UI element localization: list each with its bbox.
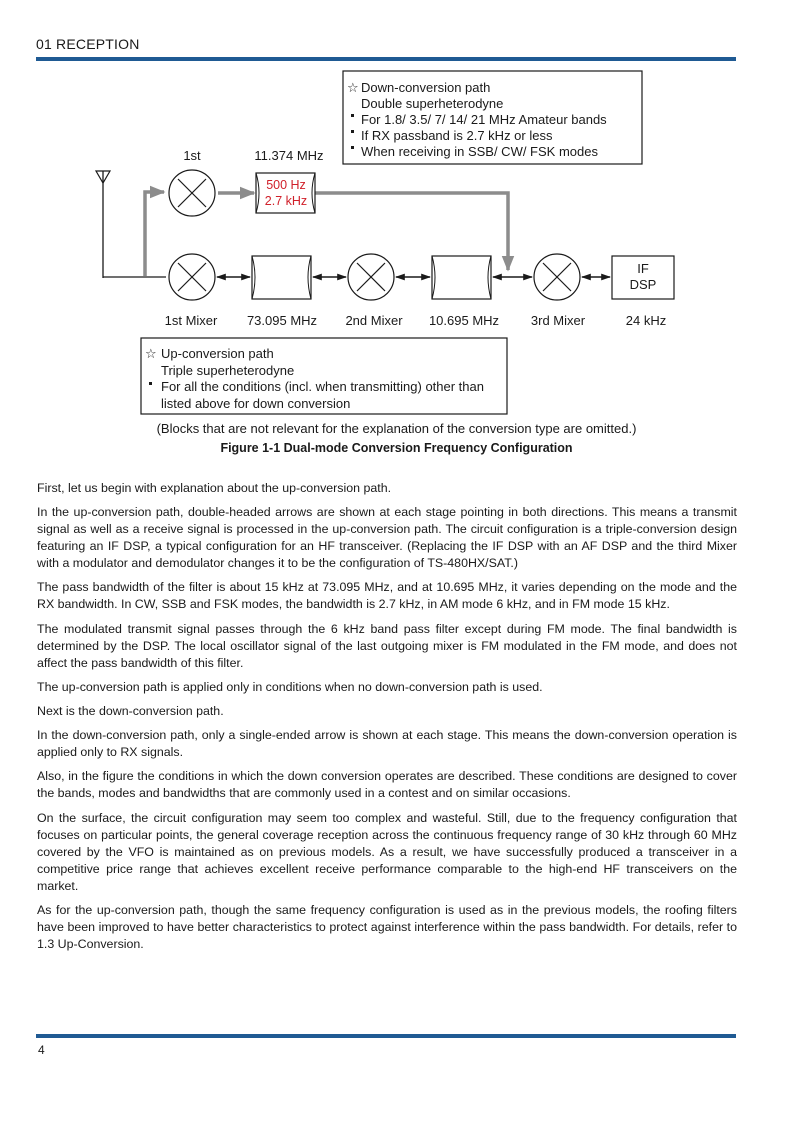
freq-10mhz-label: 10.695 MHz [428,313,500,328]
third-mixer-label: 3rd Mixer [530,313,586,328]
if-dsp-label-2: DSP [629,277,657,292]
second-mixer-label: 2nd Mixer [345,313,403,328]
section-title: 01 RECEPTION [36,36,140,52]
filter-73mhz-block [252,256,311,299]
paragraph: The modulated transmit signal passes through the 6 kHz band pass filter except during FM mode. The final bandwidth is determined by the DSP. The local oscillator signal of the last outgoing mixer is FM modulated in the FM mode, and does not affect the pass bandwidth of this filter. [37,621,737,670]
third-mixer-icon [534,254,580,300]
down-first-mixer-icon [169,170,215,216]
conversion-block-diagram [0,0,793,420]
bullet-icon [351,114,354,117]
down-filter-label-1: 500 Hz [266,178,306,192]
antenna-icon [96,171,110,278]
paragraph: First, let us begin with explanation about the up-conversion path. [37,481,392,495]
if-dsp-label-1: IF [637,261,649,276]
down-box-bullet-2: If RX passband is 2.7 kHz or less [361,128,553,143]
up-box-title: Up-conversion path [161,346,274,361]
freq-73mhz-label: 73.095 MHz [246,313,318,328]
filter-10mhz-block [432,256,491,299]
paragraph: The pass bandwidth of the filter is about 15 kHz at 73.095 MHz, and at 10.695 MHz, it varies depending on the mode and the RX bandwidth. In CW, SSB and FSK modes, the bandwidth is 2.7 kHz, in AM mode 6 kHz, and in FM mode 15 kHz. [37,580,737,612]
down-freq-label: 11.374 MHz [254,148,324,163]
paragraph: As for the up-conversion path, though the same frequency configuration is used as in the previous models, the roofing filters have been improved to have better characteristics to protect against interference within the pass bandwidth. For details, refer to 1.3 Up-Conversion. [37,902,737,951]
page-number: 4 [38,1043,45,1057]
up-box-bullet-line-1: For all the conditions (incl. when transmitting) other than [161,379,484,394]
star-icon: ☆ [347,80,359,95]
down-box-subtitle: Double superheterodyne [361,96,504,111]
first-mixer-label: 1st Mixer [164,313,218,328]
body-text [37,480,737,960]
second-mixer-icon [348,254,394,300]
paragraph: On the surface, the circuit configuration may seem too complex and wasteful. Still, due to the frequency configuration that focuses on particular points, the general coverage reception across the continuous frequency range of 30 kHz through 60 MHz covered by the VFO is maintained as on previous models. As a result, we have successfully produced a transceiver in a competitive price range that achieves excellent receive performance comparable to the high-end HF transceivers on the market. [37,810,737,893]
down-box-title: Down-conversion path [361,80,491,95]
down-filter-label-2: 2.7 kHz [264,194,308,208]
paragraph: Also, in the figure the conditions in which the down conversion operates are described. These conditions are designed to cover the bands, modes and bandwidths that are commonly used in a contest and on similar occasions. [37,769,737,801]
figure-caption: Figure 1-1 Dual-mode Conversion Frequency Configuration [220,441,573,455]
paragraph: In the up-conversion path, double-headed arrows are shown at each stage pointing in both directions. This means a transmit signal as well as a receive signal is processed in the up-conversion path. The circuit configuration is a triple-conversion design featuring an IF DSP, a typical configuration for an HF transceiver. (Replacing the IF DSP with an AF DSP and the third Mixer with a modulator and demodulator changes it to be the configuration of TS-480HX/SAT.) [37,505,737,571]
bullet-icon [351,146,354,149]
paragraph: The up-conversion path is applied only in conditions when no down-conversion path is used. [37,679,543,694]
freq-24khz-label: 24 kHz [625,313,667,328]
footer-rule [36,1034,736,1038]
star-icon: ☆ [145,346,157,361]
bullet-icon [351,130,354,133]
down-box-bullet-1: For 1.8/ 3.5/ 7/ 14/ 21 MHz Amateur bands [361,112,607,127]
down-mixer-label: 1st [183,148,201,163]
down-box-bullet-3: When receiving in SSB/ CW/ FSK modes [361,144,598,159]
bullet-icon [149,382,152,385]
up-box-bullet-line-2: listed above for down conversion [161,396,351,411]
first-mixer-icon [169,254,215,300]
figure-note: (Blocks that are not relevant for the explanation of the conversion type are omitted.) [156,421,637,436]
paragraph: Next is the down-conversion path. [37,703,224,718]
up-box-subtitle: Triple superheterodyne [161,363,295,378]
paragraph: In the down-conversion path, only a single-ended arrow is shown at each stage. This means the down-conversion operation is applied only to RX signals. [37,728,737,760]
